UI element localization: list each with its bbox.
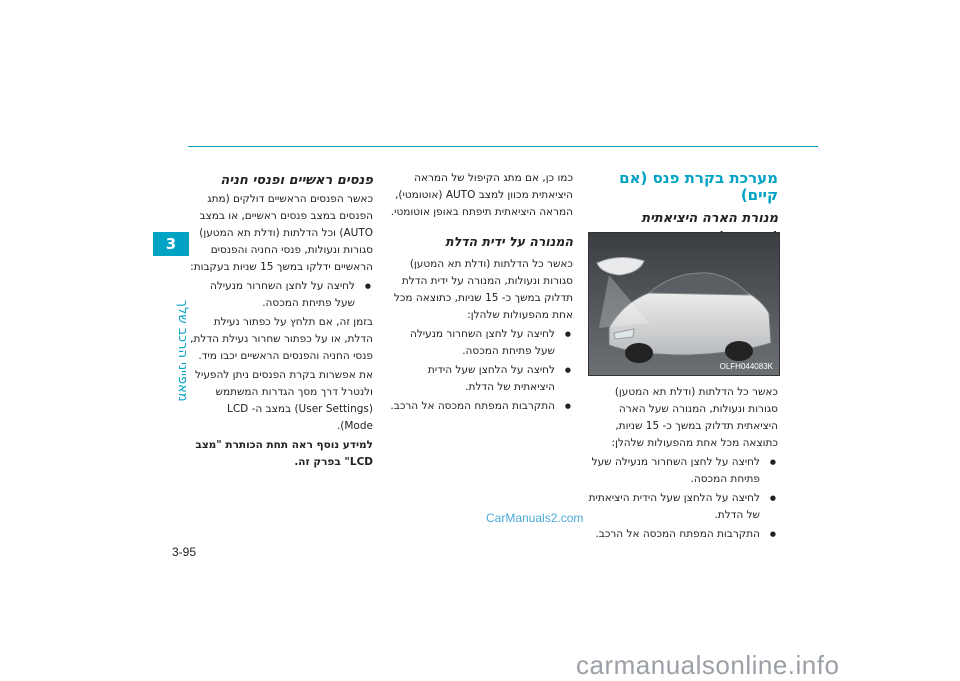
footer-watermark: carmanualsonline.info [576, 650, 840, 680]
right-column-lower [588, 384, 778, 545]
middle-intro: כמו כן, אם מתג הקיפול של המראה היציאתית מכוון למצב AUTO (אוטומטי), המראה היציאתית תיפתח באופן אוטומטי. [390, 172, 573, 218]
middle-bullet-1: ● לחיצה על לחצן השחרור מנעילה שעל פתיחת המכסה. [388, 326, 573, 360]
middle-column [388, 170, 573, 417]
middle-bullet-3: ● התקרבות המפתח המכסה אל הרכב. [388, 398, 573, 415]
chapter-number-tab: 3 [153, 232, 189, 256]
left-body-1: כאשר הפנסים הראשיים דולקים (מתג הפנסים במצב פנסים ראשיים, או במצב AUTO) וכל הדלתות (ודלת תא המטען) סגורות ונעולות, פנסי החניה והפנסים הראשיים ידלקו במשך 15 שניות בעקבות: [190, 193, 373, 273]
page-number: 3-95 [172, 545, 197, 559]
left-body-3: את אפשרות בקרת הפנסים ניתן להפעיל ולנטרל דרך מסך הגדרות המשתמש (User Settings) במצב ה- LCD (Mode. [195, 369, 373, 432]
left-bullet-list [188, 278, 373, 312]
right-heading: מערכת בקרת פנס (אם קיים) [619, 169, 778, 204]
left-bullet-1: ● לחיצה על לחצן השחרור מנעילה שעל פתיחת המכסה. [188, 278, 373, 312]
left-heading: פנסים ראשיים ופנסי חניה [220, 173, 373, 188]
left-body-4: למידע נוסף ראה תחת הכותרת "מצב LCD" בפרק זה. [195, 439, 373, 468]
image-code: OLFH044083K [719, 362, 773, 371]
right-bullet-2: ● לחיצה על הלחצן שעל הידית היציאתית של הדלת. [588, 490, 778, 524]
watermark-link[interactable]: CarManuals2.com [486, 511, 584, 525]
left-body-2: בזמן זה, אם תלחץ על כפתור נעילת הדלת, או על כפתור שחרור נעילת הדלת, פנסי החניה והפנסים הראשיים יכבו מיד. [190, 316, 373, 362]
right-body: כאשר כל הדלתות (ודלת תא המטען) סגורות ונעולות, המנורה שעל הארה היציאתית תדלוק במשך כ- 15 שניות, כתוצאה מכל אחת מהפעולות שלהלן: [611, 386, 778, 449]
middle-bullet-list [388, 326, 573, 415]
car-illustration [589, 233, 779, 375]
right-bullet-1: ● לחיצה על לחצן השחרור מנעילה שעל פתיחת המכסה. [588, 454, 778, 488]
right-subheading-1: מנורת הארה היציאתית [641, 211, 778, 226]
top-rule [188, 146, 818, 147]
middle-bullet-2: ● לחיצה על הלחצן שעל הידית היציאתית של הדלת. [388, 362, 573, 396]
right-bullet-3: ● התקרבות המפתח המכסה אל הרכב. [588, 526, 778, 543]
left-column [188, 170, 373, 473]
chapter-title-vertical: מאפייני הרכב שלך [175, 300, 190, 402]
right-bullet-list [588, 454, 778, 543]
middle-heading: המנורה על ידית הדלת [445, 234, 573, 249]
car-mirror-light-photo [588, 232, 780, 376]
middle-body: כאשר כל הדלתות (ודלת תא המטען) סגורות ונעולות, המנורה על ידית הדלת תדלוק במשך כ- 15 שניות, כתוצאה מכל אחת מהפעולות שלהלן: [393, 258, 573, 321]
